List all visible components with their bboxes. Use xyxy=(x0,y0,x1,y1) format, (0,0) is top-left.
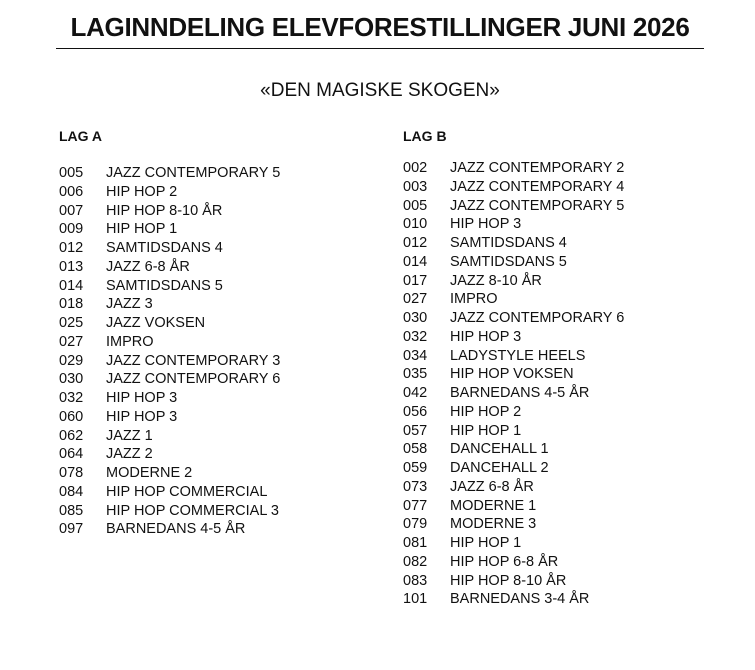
item-number: 034 xyxy=(403,347,428,364)
list-item xyxy=(403,515,624,534)
list-item xyxy=(59,389,280,408)
item-name: BARNEDANS 3-4 ÅR xyxy=(450,591,590,608)
item-number: 017 xyxy=(403,272,428,289)
item-name: BARNEDANS 4-5 ÅR xyxy=(450,385,590,401)
item-number: 002 xyxy=(403,160,428,176)
list-item xyxy=(59,277,280,296)
item-number: 027 xyxy=(403,291,428,308)
item-name: HIP HOP 1 xyxy=(106,221,178,238)
item-name: MODERNE 2 xyxy=(106,465,193,481)
item-name: LADYSTYLE HEELS xyxy=(450,347,586,364)
item-number: 059 xyxy=(403,460,428,476)
list-item xyxy=(59,333,280,352)
list-item xyxy=(59,258,280,277)
item-name: SAMTIDSDANS 4 xyxy=(450,235,567,251)
page-title: LAGINNDELING ELEVFORESTILLINGER JUNI 2026 xyxy=(70,12,690,42)
item-name: IMPRO xyxy=(450,291,498,308)
item-number: 005 xyxy=(59,165,84,181)
item-name: HIP HOP 8-10 ÅR xyxy=(450,572,567,589)
list-item xyxy=(403,572,624,591)
list-item xyxy=(403,178,624,197)
list-item xyxy=(403,197,624,216)
list-item xyxy=(403,272,624,291)
list-item xyxy=(59,427,280,446)
item-number: 062 xyxy=(59,427,84,444)
item-number: 035 xyxy=(403,366,428,383)
item-name: DANCEHALL 2 xyxy=(450,460,549,476)
list-item xyxy=(403,422,624,441)
item-number: 083 xyxy=(403,572,428,589)
item-number: 012 xyxy=(59,240,84,256)
list-item xyxy=(403,534,624,553)
list-item xyxy=(59,483,280,502)
item-name: HIP HOP 2 xyxy=(106,183,178,200)
show-subtitle: «DEN MAGISKE SKOGEN» xyxy=(260,80,500,101)
item-number: 029 xyxy=(59,352,84,369)
item-name: DANCEHALL 1 xyxy=(450,441,549,458)
item-number: 064 xyxy=(59,446,84,463)
item-name: JAZZ 1 xyxy=(106,427,153,444)
list-item xyxy=(403,159,624,178)
team-b-list xyxy=(403,159,624,609)
list-item xyxy=(59,352,280,371)
item-name: JAZZ CONTEMPORARY 3 xyxy=(106,352,281,369)
item-number: 058 xyxy=(403,441,428,458)
item-name: JAZZ 6-8 ÅR xyxy=(106,258,190,275)
item-number: 073 xyxy=(403,478,428,495)
item-name: JAZZ CONTEMPORARY 4 xyxy=(450,178,625,195)
list-item xyxy=(403,459,624,478)
list-item xyxy=(403,234,624,253)
list-item xyxy=(403,440,624,459)
item-name: MODERNE 3 xyxy=(450,516,537,533)
item-number: 078 xyxy=(59,465,84,481)
list-item xyxy=(403,497,624,516)
item-name: JAZZ CONTEMPORARY 5 xyxy=(106,165,281,181)
list-item xyxy=(403,215,624,234)
item-name: HIP HOP 3 xyxy=(450,216,522,233)
list-item xyxy=(59,408,280,427)
item-number: 077 xyxy=(403,497,428,514)
list-item xyxy=(59,220,280,239)
team-a-list xyxy=(59,164,280,539)
list-item xyxy=(59,464,280,483)
item-number: 097 xyxy=(59,521,84,538)
list-item xyxy=(403,553,624,572)
item-name: JAZZ 8-10 ÅR xyxy=(450,272,542,289)
item-number: 027 xyxy=(59,333,84,350)
list-item xyxy=(59,445,280,464)
list-item xyxy=(403,403,624,422)
item-name: SAMTIDSDANS 5 xyxy=(106,277,223,294)
item-number: 018 xyxy=(59,296,84,313)
item-name: JAZZ 2 xyxy=(106,446,153,463)
list-item xyxy=(403,347,624,366)
item-number: 014 xyxy=(59,277,84,294)
item-name: JAZZ CONTEMPORARY 5 xyxy=(450,197,625,214)
item-name: JAZZ CONTEMPORARY 6 xyxy=(450,310,625,326)
item-number: 081 xyxy=(403,535,428,551)
title-divider xyxy=(56,48,704,49)
list-item xyxy=(59,239,280,258)
item-number: 057 xyxy=(403,422,428,439)
list-item xyxy=(403,253,624,272)
item-number: 006 xyxy=(59,183,84,200)
list-item xyxy=(59,295,280,314)
item-name: HIP HOP COMMERCIAL 3 xyxy=(106,502,279,519)
item-number: 056 xyxy=(403,403,428,420)
item-name: HIP HOP 1 xyxy=(450,535,522,551)
item-number: 042 xyxy=(403,385,428,401)
list-item xyxy=(59,502,280,521)
item-name: SAMTIDSDANS 4 xyxy=(106,240,223,256)
list-item xyxy=(403,365,624,384)
item-number: 009 xyxy=(59,221,84,238)
item-name: JAZZ CONTEMPORARY 6 xyxy=(106,371,281,388)
item-number: 060 xyxy=(59,408,84,425)
item-name: JAZZ CONTEMPORARY 2 xyxy=(450,160,625,176)
list-item xyxy=(59,370,280,389)
item-number: 085 xyxy=(59,502,84,519)
item-number: 005 xyxy=(403,197,428,214)
item-number: 003 xyxy=(403,178,428,195)
item-number: 010 xyxy=(403,216,428,233)
item-name: IMPRO xyxy=(106,333,154,350)
list-item xyxy=(59,314,280,333)
item-name: HIP HOP VOKSEN xyxy=(450,366,574,383)
list-item xyxy=(403,328,624,347)
item-name: HIP HOP 2 xyxy=(450,403,522,420)
item-name: JAZZ 3 xyxy=(106,296,153,313)
item-name: HIP HOP COMMERCIAL xyxy=(106,483,268,500)
item-number: 030 xyxy=(403,310,428,326)
item-name: HIP HOP 3 xyxy=(106,408,178,425)
team-a-column xyxy=(59,126,280,539)
list-item xyxy=(403,309,624,328)
item-number: 101 xyxy=(403,591,428,608)
item-number: 082 xyxy=(403,553,428,570)
item-name: HIP HOP 8-10 ÅR xyxy=(106,202,223,219)
item-number: 030 xyxy=(59,371,84,388)
item-name: JAZZ 6-8 ÅR xyxy=(450,478,534,495)
item-name: SAMTIDSDANS 5 xyxy=(450,253,567,270)
item-name: HIP HOP 6-8 ÅR xyxy=(450,553,559,570)
item-number: 025 xyxy=(59,315,84,331)
item-number: 012 xyxy=(403,235,428,251)
list-item xyxy=(403,384,624,403)
item-number: 084 xyxy=(59,483,84,500)
list-item xyxy=(403,290,624,309)
item-number: 014 xyxy=(403,253,428,270)
item-name: HIP HOP 1 xyxy=(450,422,522,439)
item-number: 013 xyxy=(59,258,84,275)
list-item xyxy=(403,478,624,497)
item-name: HIP HOP 3 xyxy=(450,328,522,345)
team-b-header: LAG B xyxy=(403,128,447,144)
list-item xyxy=(403,590,624,609)
list-item xyxy=(59,164,280,183)
item-name: MODERNE 1 xyxy=(450,497,537,514)
item-number: 007 xyxy=(59,202,84,219)
item-number: 079 xyxy=(403,516,428,533)
item-name: JAZZ VOKSEN xyxy=(106,315,206,331)
item-number: 032 xyxy=(59,390,84,406)
item-name: BARNEDANS 4-5 ÅR xyxy=(106,521,246,538)
team-a-header: LAG A xyxy=(59,128,103,144)
item-name: HIP HOP 3 xyxy=(106,390,178,406)
item-number: 032 xyxy=(403,328,428,345)
list-item xyxy=(59,183,280,202)
team-b-column xyxy=(403,126,624,609)
list-item xyxy=(59,520,280,539)
list-item xyxy=(59,202,280,221)
